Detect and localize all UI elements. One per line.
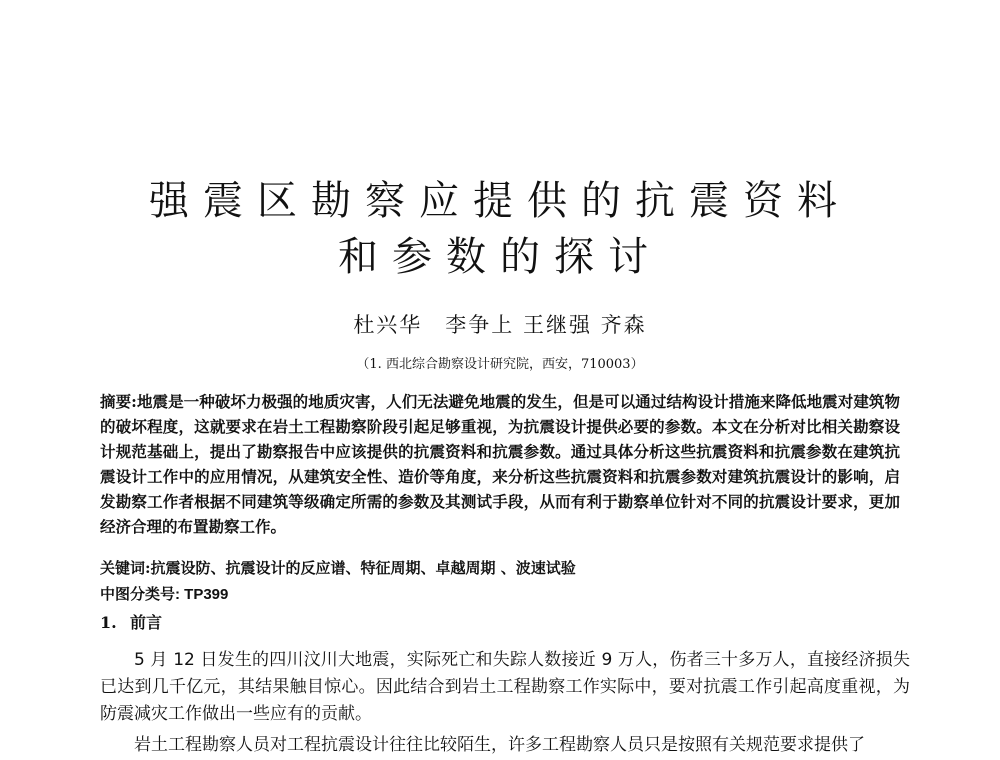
section-heading: [100, 610, 162, 633]
paper-title-line-1: 强震区勘察应提供的抗震资料: [149, 178, 851, 224]
keywords: [100, 557, 576, 578]
body-paragraph: [100, 732, 910, 759]
section-number: 1.: [100, 613, 117, 632]
paper-title-line-2: 和参数的探讨: [338, 234, 662, 280]
abstract-label: 摘要:: [100, 392, 137, 411]
section-title: 前言: [130, 613, 163, 632]
paragraph-text-1: 5 月 12 日发生的四川汶川大地震，实际死亡和失踪人数接近 9 万人，伤者三十多万人，直接经济损失已达到几千亿元，其结果触目惊心。因此结合到岩土工程勘察工作实际中，要对抗震工作引起高度重视，为防震减灾工作做出一些应有的贡献。: [100, 650, 910, 724]
classification-value: TP399: [184, 586, 229, 603]
abstract: [100, 389, 900, 539]
classification-number: [100, 583, 228, 604]
classification-label: 中图分类号:: [100, 586, 180, 603]
author-affiliation: （1. 西北综合勘察设计研究院，西安，710003）: [356, 357, 644, 372]
paragraph-text-2: 岩土工程勘察人员对工程抗震设计往往比较陌生，许多工程勘察人员只是按照有关规范要求提供了: [134, 735, 865, 755]
keywords-label: 关键词:: [100, 559, 151, 577]
body-paragraph: [100, 647, 910, 728]
author-list: 杜兴华 李争上 王继强 齐森: [353, 313, 647, 337]
abstract-text: 地震是一种破坏力极强的地质灾害，人们无法避免地震的发生，但是可以通过结构设计措施来降低地震对建筑物的破坏程度，这就要求在岩土工程勘察阶段引起足够重视，为抗震设计提供必要的参数。本文在分析对比相关勘察设计规范基础上，提出了勘察报告中应该提供的抗震资料和抗震参数。通过具体分析这些抗震资料和抗震参数在建筑抗震设计工作中的应用情况，从建筑安全性、造价等角度，来分析这些抗震资料和抗震参数对建筑抗震设计的影响，启发勘察工作者根据不同建筑等级确定所需的参数及其测试手段，从而有利于勘察单位针对不同的抗震设计要求，更加经济合理的布置勘察工作。: [100, 392, 900, 536]
keywords-text: 抗震设防、抗震设计的反应谱、特征周期、卓越周期 、波速试验: [150, 559, 576, 577]
